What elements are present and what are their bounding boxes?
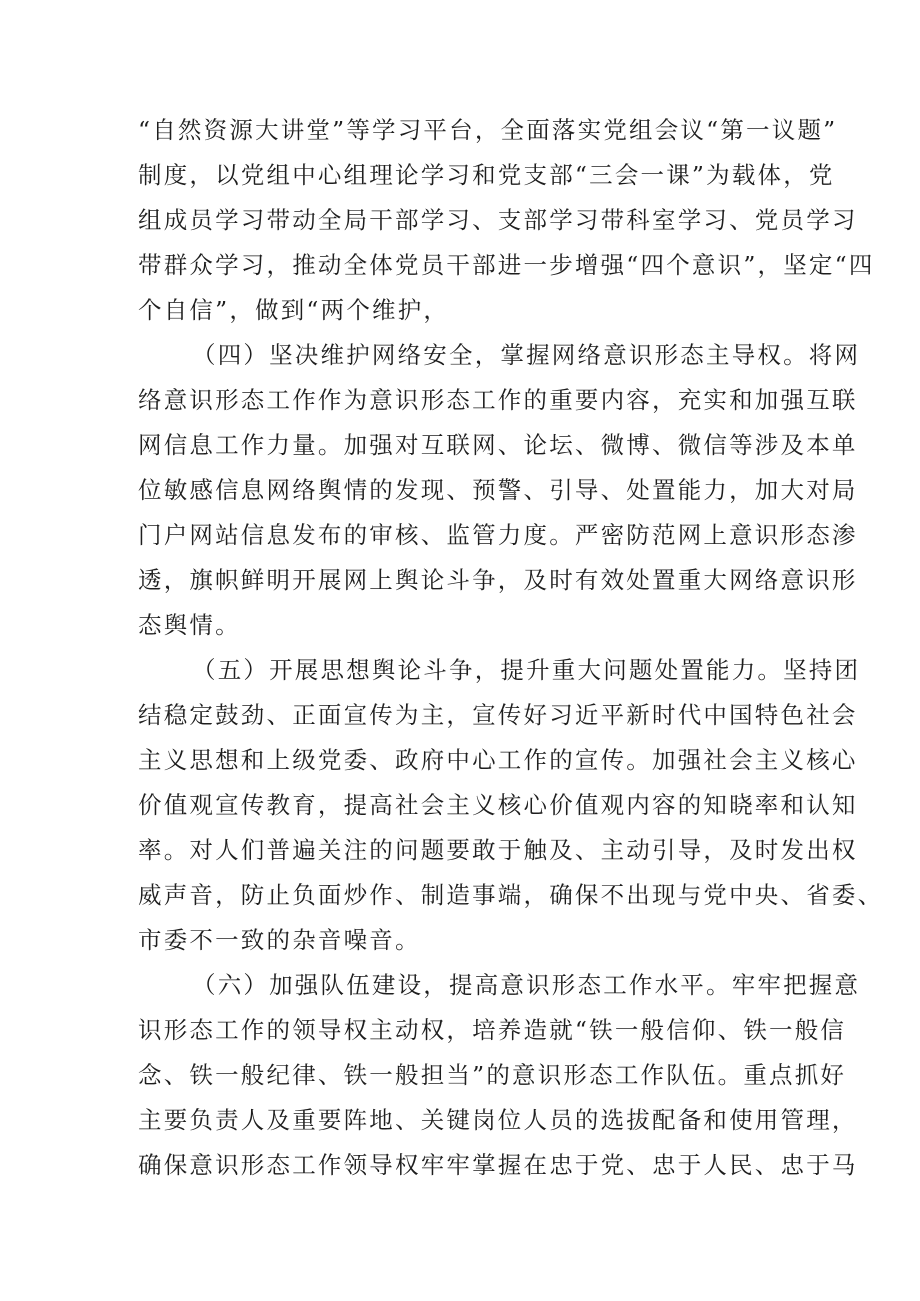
text-line: “自然资源大讲堂”等学习平台，全面落实党组会议“第一议题” — [138, 116, 838, 144]
text-line: 确保意识形态工作领导权牢牢掌握在忠于党、忠于人民、忠于马 — [138, 1151, 858, 1179]
paragraph-3 — [138, 648, 884, 963]
text-line: 个自信”，做到“两个维护， — [138, 296, 450, 324]
text-line: 带群众学习，推动全体党员干部进一步增强“四个意识”，坚定“四 — [138, 251, 875, 279]
text-line: 念、铁一般纪律、铁一般担当”的意识形态工作队伍。重点抓好 — [138, 1061, 847, 1089]
text-line: 威声音，防止负面炒作、制造事端，确保不出现与党中央、省委、 — [138, 881, 884, 909]
paragraph-4 — [138, 963, 861, 1188]
text-line: （五）开展思想舆论斗争，提升重大问题处置能力。坚持团 — [192, 656, 861, 684]
paragraph-1 — [138, 108, 875, 333]
text-line: 位敏感信息网络舆情的发现、预警、引导、处置能力，加大对局 — [138, 476, 858, 504]
text-line: 市委不一致的杂音噪音。 — [138, 926, 421, 954]
text-line: （四）坚决维护网络安全，掌握网络意识形态主导权。将网 — [192, 341, 861, 369]
text-line: 态舆情。 — [138, 611, 241, 639]
text-line: 组成员学习带动全局干部学习、支部学习带科室学习、党员学习 — [138, 206, 858, 234]
text-line: 价值观宣传教育，提高社会主义核心价值观内容的知晓率和认知 — [138, 791, 858, 819]
text-line: 主要负责人及重要阵地、关键岗位人员的选拔配备和使用管理， — [138, 1106, 858, 1134]
text-line: 络意识形态工作作为意识形态工作的重要内容，充实和加强互联 — [138, 386, 858, 414]
text-line: （六）加强队伍建设，提高意识形态工作水平。牢牢把握意 — [192, 971, 861, 999]
text-line: 网信息工作力量。加强对互联网、论坛、微博、微信等涉及本单 — [138, 431, 858, 459]
text-line: 结稳定鼓劲、正面宣传为主，宣传好习近平新时代中国特色社会 — [138, 701, 858, 729]
text-line: 制度，以党组中心组理论学习和党支部“三会一课”为载体，党 — [138, 161, 835, 189]
text-line: 主义思想和上级党委、政府中心工作的宣传。加强社会主义核心 — [138, 746, 858, 774]
text-line: 门户网站信息发布的审核、监管力度。严密防范网上意识形态渗 — [138, 521, 858, 549]
document-body — [138, 108, 884, 1188]
text-line: 透，旗帜鲜明开展网上舆论斗争，及时有效处置重大网络意识形 — [138, 566, 858, 594]
text-line: 识形态工作的领导权主动权，培养造就“铁一般信仰、铁一般信 — [138, 1016, 847, 1044]
text-line: 率。对人们普遍关注的问题要敢于触及、主动引导，及时发出权 — [138, 836, 858, 864]
paragraph-2 — [138, 333, 861, 648]
